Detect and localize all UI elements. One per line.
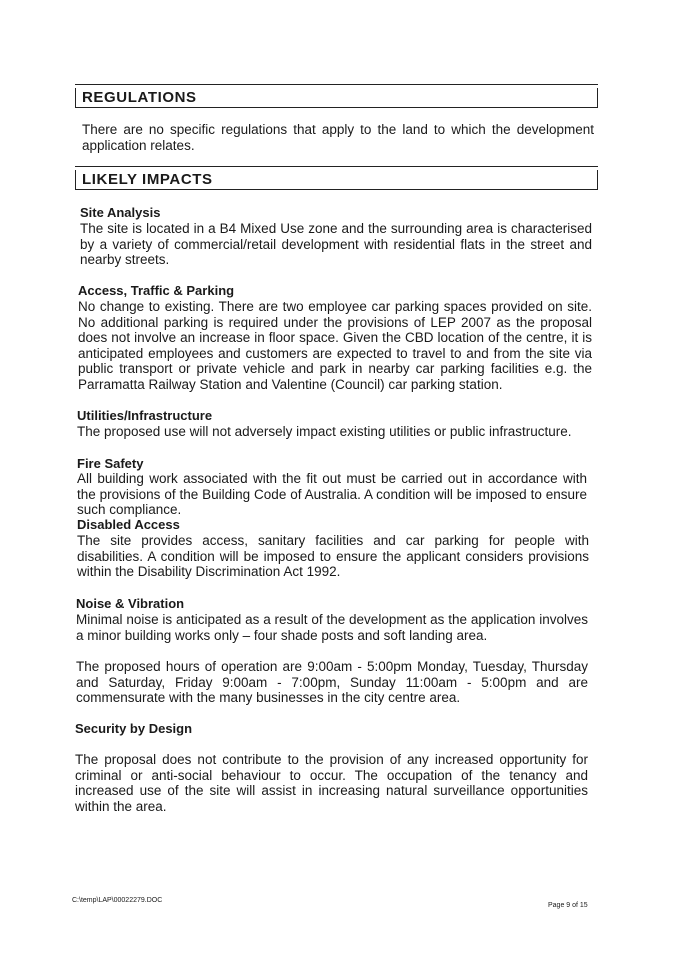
noise-text: Minimal noise is anticipated as a result of the development as the application involves a minor building works only – four shade posts and soft landing area. <box>76 612 588 643</box>
disabled-access-text: The site provides access, sanitary facilities and car parking for people with disabilities. A condition will be imposed to ensure the applicant considers provisions within the Disability Discrimination Act 1992. <box>77 533 589 579</box>
security-text: The proposal does not contribute to the provision of any increased opportunity for criminal or anti-social behaviour to occur. The occupation of the tenancy and increased use of the site will assist in increasing natural surveillance opportunities within the area. <box>75 752 588 814</box>
footer-page-number: Page 9 of 15 <box>548 902 588 909</box>
likely-impacts-heading: LIKELY IMPACTS <box>82 171 213 188</box>
regulations-text: There are no specific regulations that apply to the land to which the development application relates. <box>82 122 594 153</box>
access-text: No change to existing. There are two employee car parking spaces provided on site. No additional parking is required under the provisions of LEP 2007 as the proposal does not involve an increase in floor space. Given the CBD location of the centre, it is anticipated employees and customers are expected to travel to and from the site via public transport or private vehicle and park in nearby car parking facilities e.g. the Parramatta Railway Station and Valentine (Council) car parking station. <box>78 299 592 392</box>
site-analysis-title: Site Analysis <box>80 205 161 220</box>
disabled-access-title: Disabled Access <box>77 517 180 532</box>
regulations-heading-box <box>75 88 598 108</box>
hours-text: The proposed hours of operation are 9:00am - 5:00pm Monday, Tuesday, Thursday and Saturday, Friday 9:00am - 7:00pm, Sunday 11:00am - 5:00pm and are commensurate with the many businesses in the city centre area. <box>76 659 588 705</box>
regulations-heading: REGULATIONS <box>82 89 197 106</box>
site-analysis-text: The site is located in a B4 Mixed Use zone and the surrounding area is characterised by a variety of commercial/retail development with residential flats in the street and nearby streets. <box>80 221 592 267</box>
access-title: Access, Traffic & Parking <box>78 283 235 298</box>
utilities-text: The proposed use will not adversely impact existing utilities or public infrastructure. <box>77 424 572 439</box>
noise-title: Noise & Vibration <box>76 596 185 611</box>
security-title: Security by Design <box>75 721 193 736</box>
fire-safety-text: All building work associated with the fit out must be carried out in accordance with the provisions of the Building Code of Australia. A condition will be imposed to ensure such compliance. <box>77 471 587 517</box>
fire-safety-title: Fire Safety <box>77 456 144 471</box>
utilities-title: Utilities/Infrastructure <box>77 408 213 423</box>
likely-impacts-heading-box <box>75 170 598 190</box>
footer-path: C:\temp\LAP\00022279.DOC <box>72 897 163 904</box>
